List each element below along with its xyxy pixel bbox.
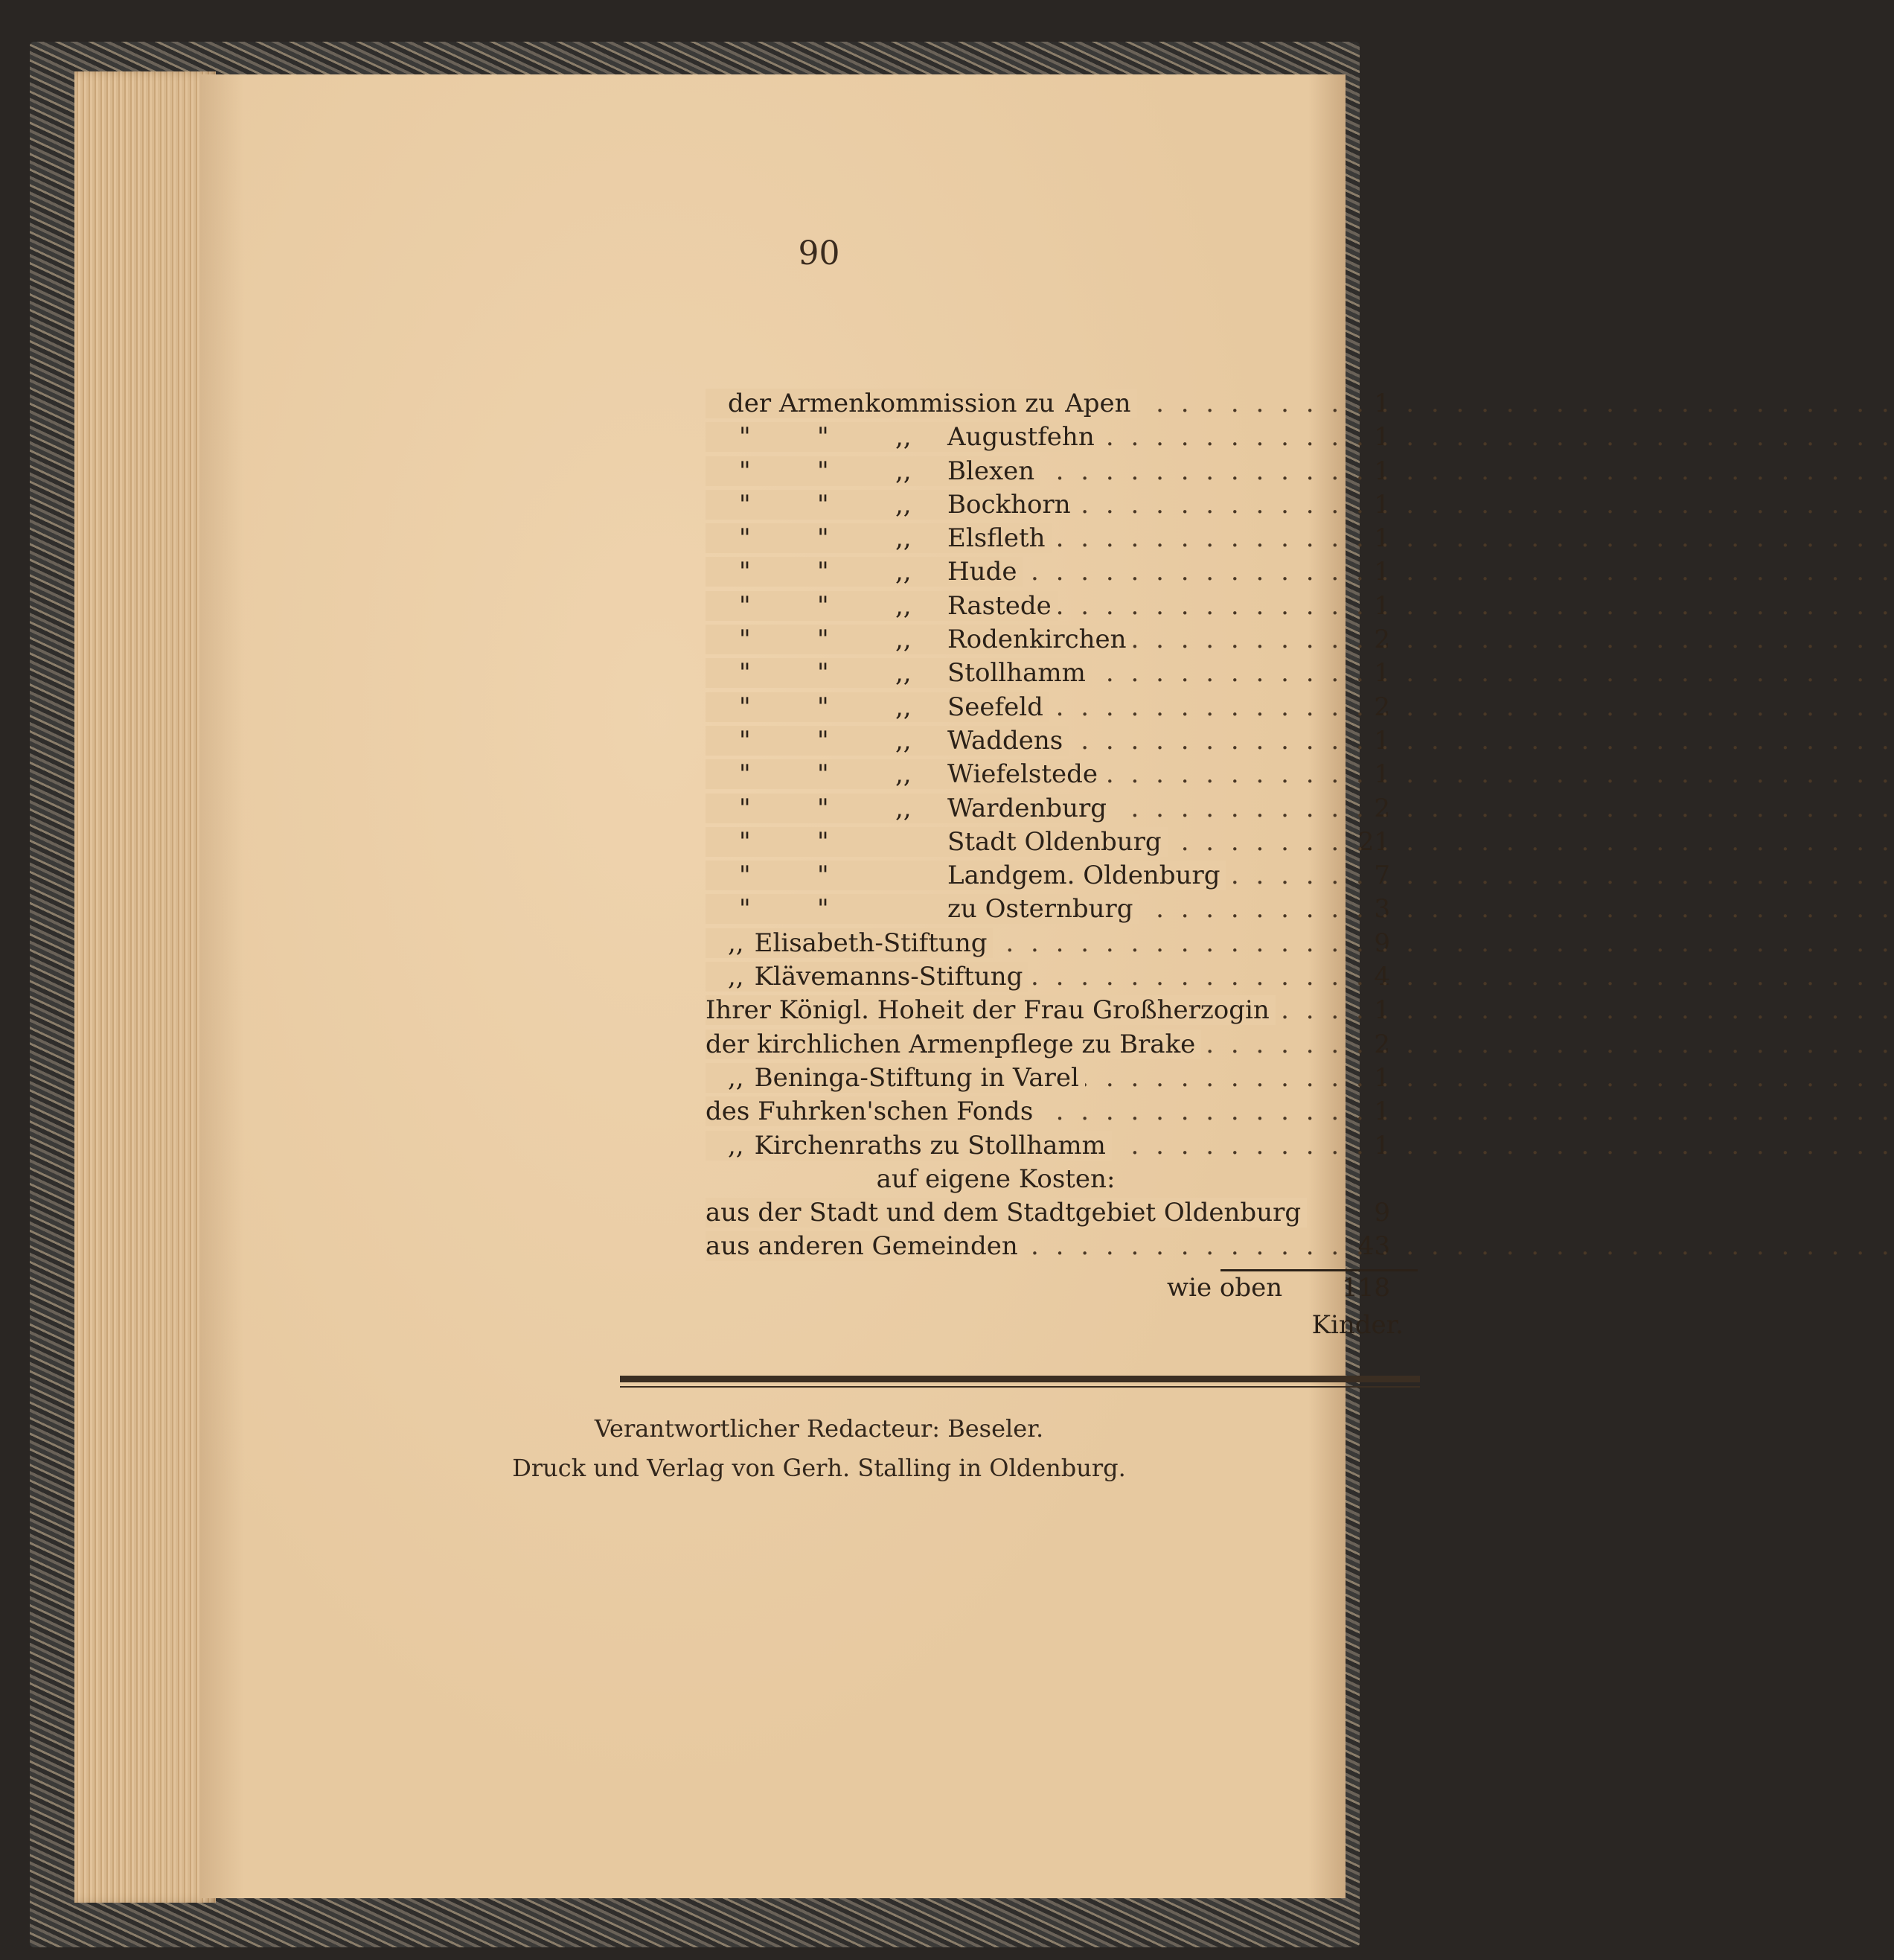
- entry-label: [706, 657, 1331, 690]
- entry-label: [706, 522, 1331, 555]
- own-costs-heading: auf eigene Kosten:: [876, 1163, 1116, 1194]
- ditto-mark: ": [817, 692, 829, 722]
- entry-name: Seefeld: [947, 692, 1043, 722]
- entry-count: 4: [1374, 962, 1390, 992]
- list-item: [706, 1062, 1390, 1095]
- list-item: [706, 893, 1390, 926]
- ditto-mark: ": [817, 826, 829, 857]
- entry-text: [706, 658, 1092, 688]
- ditto-mark: ": [739, 658, 751, 689]
- entry-label: [706, 555, 1331, 589]
- ditto-mark: ": [739, 625, 751, 655]
- entry-text: [706, 928, 993, 958]
- entry-name: der kirchlichen Armenpflege zu Brake: [706, 1029, 1196, 1059]
- list-item: [706, 522, 1390, 555]
- entry-label: [706, 859, 1331, 893]
- entry-label: [706, 387, 1331, 421]
- entry-text: [706, 456, 1040, 486]
- entry-text: [706, 861, 1226, 890]
- entry-label: [706, 893, 1331, 926]
- entry-name: Kirchenraths zu Stollhamm: [754, 1130, 1106, 1161]
- entry-name: Augustfehn: [947, 422, 1095, 453]
- entry-text: [706, 692, 1049, 722]
- entry-text: [706, 523, 1052, 553]
- entry-label: [706, 960, 1331, 994]
- ditto-mark: ,,: [895, 759, 912, 790]
- list-item: [706, 927, 1390, 960]
- entry-name: Bockhorn: [947, 489, 1071, 520]
- ditto-mark: ": [817, 759, 829, 790]
- ditto-mark: ": [739, 523, 751, 554]
- list-item: [706, 1129, 1390, 1163]
- list-item: [706, 488, 1390, 522]
- entry-count: 1: [1374, 725, 1390, 756]
- entry-count: 1: [1374, 759, 1390, 790]
- entry-name: aus anderen Gemeinden: [706, 1231, 1024, 1261]
- entry-label: [706, 994, 1331, 1027]
- list-item: [706, 792, 1390, 826]
- entry-text: [706, 389, 1137, 418]
- entry-count: 2: [1374, 625, 1390, 655]
- ditto-mark: ": [817, 658, 829, 689]
- ditto-mark: ": [739, 894, 751, 925]
- list-item: [706, 691, 1390, 724]
- ditto-mark: ": [817, 557, 829, 587]
- page-edges: [74, 71, 216, 1903]
- total-label: wie oben: [1167, 1273, 1283, 1303]
- entry-text: [706, 726, 1069, 756]
- entry-count: 2: [1374, 793, 1390, 823]
- ditto-mark: ": [739, 692, 751, 722]
- ditto-mark: ": [817, 793, 829, 823]
- entry-name: Beninga-Stiftung in Varel: [754, 1062, 1079, 1093]
- sum-line: [1220, 1269, 1418, 1271]
- entry-count: 2: [1374, 692, 1390, 722]
- entry-count: 1: [1374, 557, 1390, 587]
- entry-count: 1: [1374, 422, 1390, 453]
- total-row: [1167, 1273, 1390, 1303]
- entry-name: Elisabeth-Stiftung: [754, 928, 988, 958]
- entry-label: [706, 1028, 1331, 1062]
- ditto-mark: ,,: [895, 489, 912, 520]
- entry-text: [706, 490, 1077, 520]
- ditto-mark: ,,: [895, 590, 912, 621]
- editor-line: Verantwortlicher Redacteur: Beseler.: [594, 1414, 1044, 1443]
- entry-label: [706, 488, 1331, 522]
- list-item: [706, 826, 1390, 859]
- list-item: [706, 590, 1390, 623]
- list-item: [706, 657, 1390, 690]
- total-unit: Kinder.: [1311, 1310, 1404, 1340]
- list-item: [706, 421, 1390, 454]
- entry-count: 1: [1374, 523, 1390, 554]
- ditto-mark: ": [739, 725, 751, 756]
- footer-rule-thick: [620, 1376, 1420, 1382]
- entry-count: 1: [1374, 1130, 1390, 1161]
- entry-count: 1: [1374, 590, 1390, 621]
- entry-label: [706, 590, 1331, 623]
- ditto-mark: ": [817, 894, 829, 925]
- entry-label: [706, 1230, 1331, 1263]
- ditto-mark: ": [739, 456, 751, 486]
- ditto-mark: ,,: [728, 1130, 744, 1161]
- entry-count: 3: [1374, 894, 1390, 925]
- entry-text: [706, 995, 1276, 1025]
- entry-name: Landgem. Oldenburg: [947, 861, 1220, 891]
- donor-list: [706, 387, 1390, 1264]
- ditto-mark: ,,: [895, 692, 912, 722]
- ditto-mark: ": [817, 725, 829, 756]
- entry-name: aus der Stadt und dem Stadtgebiet Oldenburg: [706, 1198, 1307, 1228]
- entry-name: Stadt Oldenburg: [947, 826, 1162, 857]
- entry-text: [706, 422, 1101, 452]
- entry-label: [706, 421, 1331, 454]
- entry-count: 1: [1374, 1096, 1390, 1127]
- entry-text: [706, 827, 1168, 857]
- entry-name: Stollhamm: [947, 658, 1086, 689]
- entry-text: [706, 625, 1133, 654]
- printer-line: Druck und Verlag von Gerh. Stalling in Oldenburg.: [512, 1454, 1126, 1482]
- ditto-mark: ,,: [895, 658, 912, 689]
- entry-name: Elsfleth: [947, 523, 1046, 554]
- ditto-mark: ": [739, 826, 751, 857]
- entry-name: Klävemanns-Stiftung: [754, 962, 1023, 992]
- list-item: [706, 1230, 1390, 1263]
- ditto-mark: ,,: [728, 928, 744, 958]
- entry-text: [706, 591, 1058, 621]
- ditto-mark: ": [817, 422, 829, 453]
- ditto-mark: ,,: [895, 456, 912, 486]
- entry-label: [706, 724, 1331, 758]
- list-item: [706, 724, 1390, 758]
- entry-name: Rastede: [947, 590, 1052, 621]
- ditto-mark: ,,: [895, 557, 912, 587]
- list-item: [706, 758, 1390, 791]
- list-item: [706, 623, 1390, 657]
- entry-name: des Fuhrken'schen Fonds: [706, 1096, 1034, 1127]
- entry-text: [706, 1096, 1039, 1126]
- ditto-mark: ,,: [895, 793, 912, 823]
- ditto-mark: ": [817, 590, 829, 621]
- entry-label: [706, 1129, 1331, 1163]
- ditto-mark: ": [739, 793, 751, 823]
- list-item: [706, 455, 1390, 488]
- entry-label: [706, 1196, 1331, 1230]
- ditto-mark: ": [817, 456, 829, 486]
- entry-count: 2: [1374, 1029, 1390, 1059]
- entry-text: [706, 759, 1104, 789]
- entry-name: Apen: [1065, 389, 1131, 418]
- entry-name: Hude: [947, 557, 1017, 587]
- ditto-mark: ": [739, 590, 751, 621]
- entry-name: Waddens: [947, 725, 1063, 756]
- page-number: 90: [798, 234, 840, 272]
- entry-count: 9: [1374, 928, 1390, 958]
- book-page: [199, 74, 1404, 1898]
- total-value: 118: [1342, 1273, 1390, 1303]
- ditto-mark: ": [817, 861, 829, 891]
- entry-text: [706, 962, 1028, 992]
- footer-rule-thin: [620, 1386, 1420, 1388]
- ditto-mark: ": [817, 523, 829, 554]
- entry-label: [706, 927, 1331, 960]
- entry-label: [706, 792, 1331, 826]
- entry-name: Ihrer Königl. Hoheit der Frau Großherzogin: [706, 995, 1270, 1026]
- list-item: [706, 555, 1390, 589]
- entry-name: zu Osternburg: [947, 894, 1133, 925]
- entry-text: [706, 894, 1139, 924]
- entry-count: 1: [1374, 1062, 1390, 1093]
- entry-count: 1: [1374, 489, 1390, 520]
- ditto-mark: ,,: [895, 625, 912, 655]
- ditto-mark: ": [739, 422, 751, 453]
- list-item: [706, 387, 1390, 421]
- list-item: [706, 1028, 1390, 1062]
- list-item: [706, 994, 1390, 1027]
- ditto-mark: ": [817, 625, 829, 655]
- entry-text: [706, 1030, 1201, 1059]
- entry-text: [706, 1063, 1085, 1093]
- list-item: [706, 859, 1390, 893]
- ditto-mark: ,,: [728, 962, 744, 992]
- ditto-mark: ": [817, 489, 829, 520]
- ditto-mark: der Armenkommission zu: [728, 389, 1055, 418]
- entry-name: Wardenburg: [947, 793, 1107, 823]
- ditto-mark: ": [739, 557, 751, 587]
- entry-label: [706, 455, 1331, 488]
- entry-label: [706, 826, 1331, 859]
- entry-count: 1: [1374, 389, 1390, 418]
- entry-count: 21: [1357, 826, 1390, 857]
- entry-count: 7: [1374, 861, 1390, 891]
- ditto-mark: ": [739, 759, 751, 790]
- ditto-mark: ,,: [728, 1062, 744, 1093]
- entry-count: 43: [1357, 1231, 1390, 1262]
- entry-label: [706, 1062, 1331, 1095]
- entry-count: 1: [1374, 456, 1390, 486]
- entry-text: [706, 557, 1023, 587]
- entry-label: [706, 1095, 1331, 1129]
- entry-label: [706, 758, 1331, 791]
- entry-name: Rodenkirchen: [947, 625, 1127, 655]
- ditto-mark: ": [739, 489, 751, 520]
- ditto-mark: ": [739, 861, 751, 891]
- entry-name: Blexen: [947, 456, 1035, 486]
- list-item: [706, 960, 1390, 994]
- ditto-mark: ,,: [895, 422, 912, 453]
- ditto-mark: ,,: [895, 725, 912, 756]
- entry-count: 9: [1374, 1198, 1390, 1228]
- entry-count: 1: [1374, 995, 1390, 1026]
- entry-text: [706, 1131, 1112, 1161]
- list-item: [706, 1196, 1390, 1230]
- entry-label: [706, 691, 1331, 724]
- entry-count: 1: [1374, 658, 1390, 689]
- list-item: [706, 1095, 1390, 1129]
- entry-label: [706, 623, 1331, 657]
- entry-name: Wiefelstede: [947, 759, 1098, 790]
- entry-text: [706, 794, 1113, 823]
- ditto-mark: ,,: [895, 523, 912, 554]
